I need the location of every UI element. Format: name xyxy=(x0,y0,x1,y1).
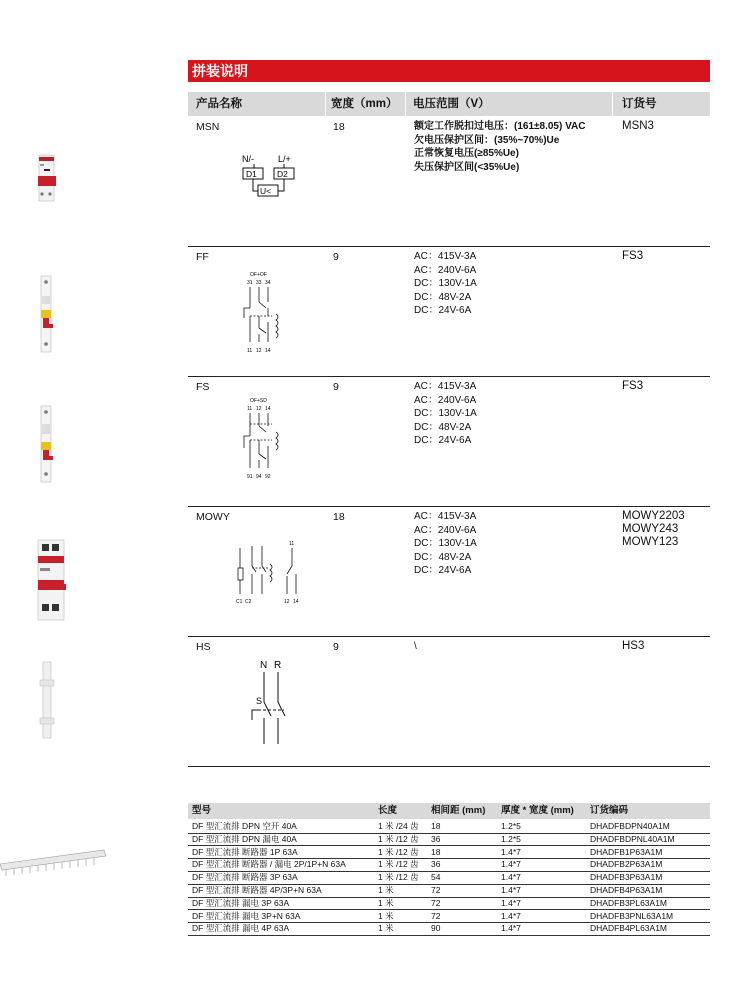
order-code: MOWY2203 xyxy=(622,510,685,522)
diagram-label: 34 xyxy=(265,280,271,286)
table-cell: DF 型汇流排 断路器 / 漏电 2P/1P+N 63A xyxy=(192,859,346,870)
diagram-label: 33 xyxy=(256,280,262,286)
fs-wiring-diagram xyxy=(238,396,298,480)
row-order-number xyxy=(622,640,644,653)
table-cell: 1.2*5 xyxy=(501,833,521,844)
table-cell: 1.2*5 xyxy=(501,821,521,831)
diagram-label: 11 xyxy=(289,541,295,547)
row-divider xyxy=(188,376,710,377)
table-cell: 1 米 xyxy=(378,897,394,908)
diagram-label: 31 xyxy=(247,280,253,286)
busbar-header-cell: 厚度 * 宽度 (mm) xyxy=(501,805,574,816)
voltage-line: \ xyxy=(414,641,417,652)
row-product-name: HS xyxy=(196,641,211,653)
table-cell: DF 型汇流排 漏电 3P+N 63A xyxy=(192,910,301,921)
order-code: MOWY243 xyxy=(622,523,679,535)
row-order-number xyxy=(622,380,643,393)
header-product-name: 产品名称 xyxy=(196,98,242,110)
table-cell: 1 米 /12 齿 xyxy=(378,859,419,870)
table-cell: DF 型汇流排 DPN 空开 40A xyxy=(192,821,297,831)
busbar-product-image xyxy=(0,846,108,880)
table-cell: DHADFBDPN40A1M xyxy=(590,821,670,831)
order-code: MOWY123 xyxy=(622,536,679,548)
table-cell: 1.4*7 xyxy=(501,885,521,895)
diagram-label: 12 xyxy=(256,406,262,412)
table-cell: 1 米 xyxy=(378,885,394,895)
row-order-number xyxy=(622,120,654,133)
diagram-label: 94 xyxy=(256,474,262,480)
table-cell: 1.4*7 xyxy=(501,897,521,908)
table-row xyxy=(188,846,710,860)
voltage-line: 额定工作脱扣过电压：(161±8.05) VAC xyxy=(414,121,586,132)
table-cell: 1 米 /12 齿 xyxy=(378,846,419,857)
diagram-label: N xyxy=(260,660,268,671)
table-cell: DF 型汇流排 漏电 4P 63A xyxy=(192,923,290,934)
table-row xyxy=(188,897,710,911)
ff-product-image xyxy=(38,274,54,354)
diagram-label: S xyxy=(256,696,263,706)
table-row xyxy=(188,833,710,847)
row-divider xyxy=(188,506,710,507)
table-cell: DF 型汇流排 断路器 1P 63A xyxy=(192,846,298,857)
table-cell: 18 xyxy=(431,846,441,857)
voltage-line: DC：130V-1A xyxy=(414,278,477,290)
table-cell: DHADFB4PL63A1M xyxy=(590,923,668,934)
table-cell: DF 型汇流排 断路器 4P/3P+N 63A xyxy=(192,885,322,895)
diagram-label: L/+ xyxy=(278,154,291,164)
busbar-header-cell: 订货编码 xyxy=(590,805,629,816)
voltage-line: AC：415V-3A xyxy=(414,511,477,522)
row-product-name: MSN xyxy=(196,121,220,133)
voltage-line: DC：130V-1A xyxy=(414,408,477,420)
voltage-line: 失压保护区间(<35%Ue) xyxy=(414,161,520,173)
table-row xyxy=(188,858,710,872)
row-divider xyxy=(188,246,710,247)
table-cell: DF 型汇流排 断路器 3P 63A xyxy=(192,872,298,883)
voltage-line: DC：24V-6A xyxy=(414,305,472,317)
row-width: 9 xyxy=(333,251,339,263)
table-row xyxy=(188,820,710,834)
row-divider xyxy=(188,766,710,767)
msn-wiring-diagram xyxy=(236,152,308,208)
table-cell: DF 型汇流排 漏电 3P 63A xyxy=(192,897,290,908)
table-cell: 1 米 xyxy=(378,923,394,934)
diagram-label: 11 xyxy=(247,406,253,412)
diagram-label: C1 xyxy=(236,599,243,605)
table-cell: 54 xyxy=(431,872,441,883)
row-product-name: FS xyxy=(196,381,210,393)
table-cell: 1 米 xyxy=(378,910,394,921)
table-cell: 1.4*7 xyxy=(501,846,521,857)
table-cell: 1.4*7 xyxy=(501,910,521,921)
header-voltage: 电压范围（V） xyxy=(413,98,490,110)
diagram-label: 14 xyxy=(293,599,299,605)
header-divider xyxy=(612,92,613,116)
order-code: FS3 xyxy=(622,250,644,262)
voltage-line: AC：240V-6A xyxy=(414,524,477,536)
table-cell: 1 米 /12 齿 xyxy=(378,833,419,844)
table-cell: DHADFB4P63A1M xyxy=(590,885,663,895)
table-cell: 1.4*7 xyxy=(501,859,521,870)
row-order-number xyxy=(622,510,685,549)
voltage-line: DC：48V-2A xyxy=(414,421,472,433)
voltage-line: 欠电压保护区间：(35%~70%)Ue xyxy=(414,134,560,146)
table-header xyxy=(188,92,710,116)
diagram-label: D2 xyxy=(277,169,288,179)
row-product-name: MOWY xyxy=(196,511,230,523)
fs-product-image xyxy=(38,404,54,484)
header-divider xyxy=(405,92,406,116)
header-order: 订货号 xyxy=(622,98,657,110)
table-cell: 72 xyxy=(431,885,441,895)
ff-wiring-diagram xyxy=(236,270,296,354)
diagram-label: N/- xyxy=(242,154,254,164)
row-width: 9 xyxy=(333,641,339,653)
row-width: 9 xyxy=(333,381,339,393)
table-cell: DHADFB3P63A1M xyxy=(590,872,663,883)
voltage-line: DC：24V-6A xyxy=(414,435,472,447)
busbar-table-header xyxy=(188,803,710,819)
row-divider xyxy=(188,636,710,637)
table-cell: DHADFBDPNL40A1M xyxy=(590,833,675,844)
row-voltage xyxy=(414,640,417,654)
diagram-label: OF+OF xyxy=(250,272,267,278)
table-cell: 1 米 /12 齿 xyxy=(378,872,419,883)
order-code: MSN3 xyxy=(622,120,654,132)
voltage-line: DC：24V-6A xyxy=(414,565,472,577)
busbar-header-cell: 长度 xyxy=(378,805,398,816)
voltage-line: DC：130V-1A xyxy=(414,538,477,550)
diagram-label: R xyxy=(274,660,282,671)
table-cell: 90 xyxy=(431,923,441,934)
table-cell: DHADFB3PNL63A1M xyxy=(590,910,674,921)
diagram-label: D1 xyxy=(246,169,257,179)
section-title: 拼装说明 xyxy=(192,63,248,79)
mowy-product-image xyxy=(36,538,66,622)
hs-product-image xyxy=(38,660,56,740)
row-width: 18 xyxy=(333,511,345,523)
header-width: 宽度（mm） xyxy=(331,98,398,110)
diagram-label: C2 xyxy=(245,599,252,605)
diagram-label: OF+SD xyxy=(250,398,267,404)
voltage-line: AC：240V-6A xyxy=(414,394,477,406)
row-voltage xyxy=(414,120,585,174)
table-cell: 36 xyxy=(431,859,441,870)
header-divider xyxy=(325,92,326,116)
table-cell: 1 米 /24 齿 xyxy=(378,821,419,831)
order-code: FS3 xyxy=(622,380,644,392)
diagram-label: 14 xyxy=(265,406,271,412)
table-cell: DF 型汇流排 DPN 漏电 40A xyxy=(192,833,297,844)
diagram-label: U< xyxy=(260,186,272,196)
table-cell: DHADFB2P63A1M xyxy=(590,859,663,870)
diagram-label: 12 xyxy=(256,348,262,354)
voltage-line: 正常恢复电压(≥85%Ue) xyxy=(414,148,519,160)
table-cell: 36 xyxy=(431,833,441,844)
voltage-line: DC：48V-2A xyxy=(414,551,472,563)
row-voltage xyxy=(414,250,477,318)
table-row xyxy=(188,884,710,898)
busbar-header-cell: 型号 xyxy=(192,805,212,816)
row-order-number xyxy=(622,250,643,263)
table-row xyxy=(188,910,710,924)
diagram-label: 12 xyxy=(284,599,290,605)
voltage-line: AC：415V-3A xyxy=(414,251,477,262)
table-cell: DHADFB1P63A1M xyxy=(590,846,663,857)
row-voltage xyxy=(414,380,477,448)
table-cell: 72 xyxy=(431,897,441,908)
diagram-label: 91 xyxy=(247,474,253,480)
diagram-label: 92 xyxy=(265,474,271,480)
table-row xyxy=(188,871,710,885)
voltage-line: AC：415V-3A xyxy=(414,381,477,392)
row-product-name: FF xyxy=(196,251,209,263)
voltage-line: AC：240V-6A xyxy=(414,264,477,276)
table-cell: 1.4*7 xyxy=(501,872,521,883)
mowy-wiring-diagram xyxy=(232,538,308,606)
hs-wiring-diagram xyxy=(244,658,304,746)
diagram-label: 11 xyxy=(247,348,253,354)
table-cell: 72 xyxy=(431,910,441,921)
table-cell: 18 xyxy=(431,821,441,831)
row-width: 18 xyxy=(333,121,345,133)
busbar-header-cell: 相间距 (mm) xyxy=(431,805,486,816)
msn-product-image xyxy=(38,152,56,204)
table-row xyxy=(188,922,710,936)
section-title-banner xyxy=(188,60,710,82)
order-code: HS3 xyxy=(622,640,645,652)
voltage-line: DC：48V-2A xyxy=(414,291,472,303)
table-cell: DHADFB3PL63A1M xyxy=(590,897,668,908)
diagram-label: 14 xyxy=(265,348,271,354)
row-voltage xyxy=(414,510,477,578)
table-cell: 1.4*7 xyxy=(501,923,521,934)
